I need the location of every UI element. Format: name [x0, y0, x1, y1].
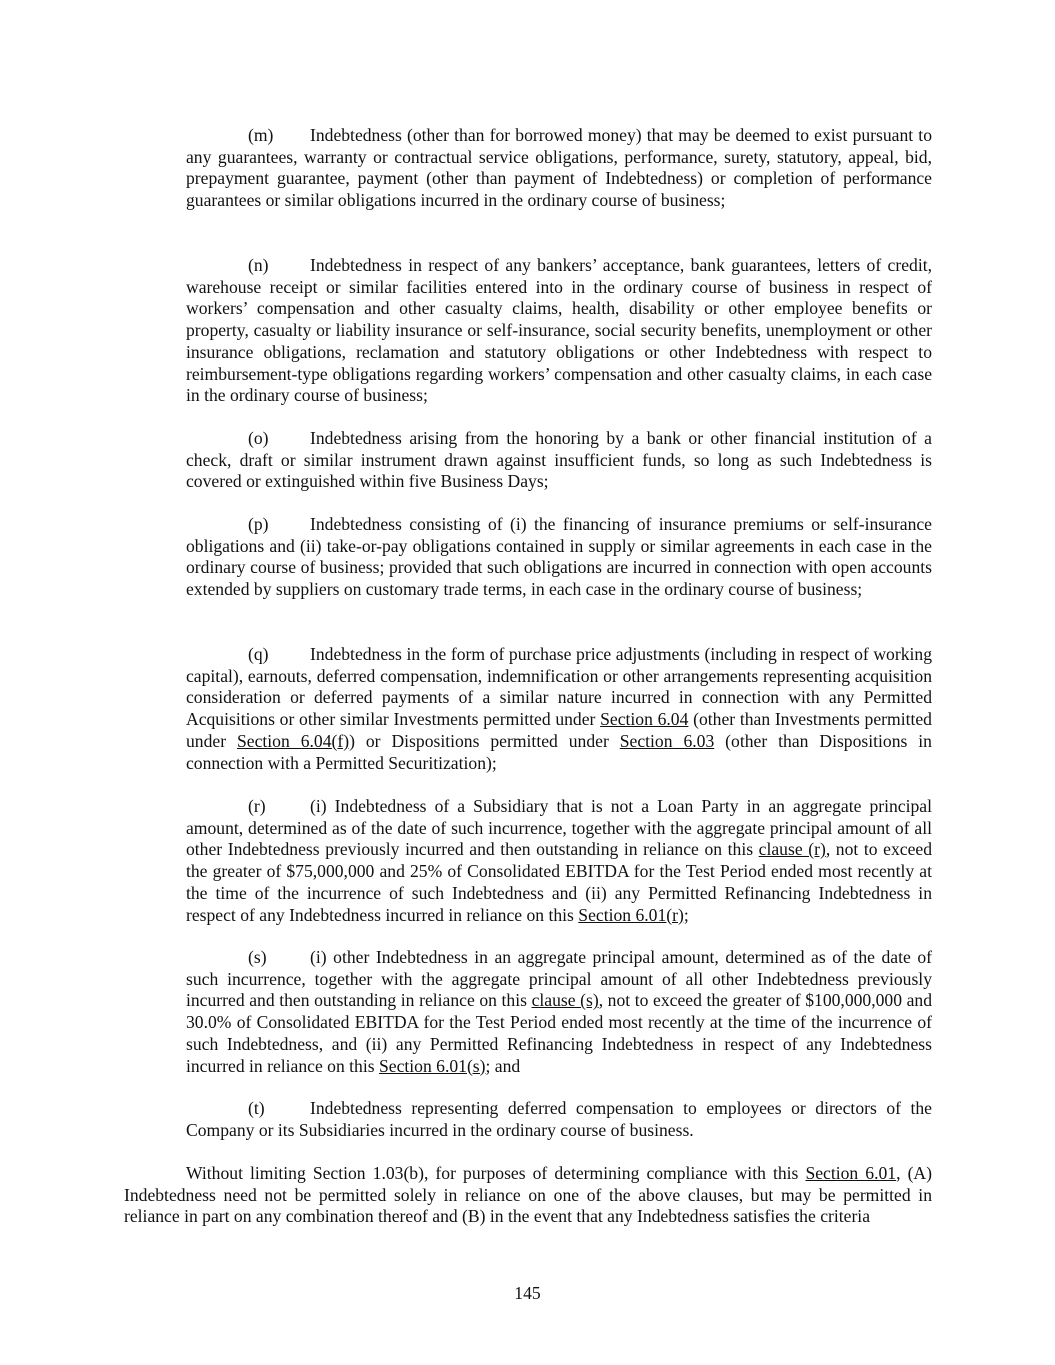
clause-text: Indebtedness consisting of (i) the financing of insurance premiums or self-insurance obligations and (ii) take-or-pay obligations contained in supply or similar agreements in each case in the ordinary course of business; provided that such obligations are incurred in connection with open accounts extended by suppliers on customary trade terms, in each case in the ordinary course of business;: [186, 514, 932, 600]
clause-reference-link[interactable]: clause (r): [758, 839, 826, 860]
clause-q: [186, 644, 932, 774]
clause-r: [186, 796, 932, 926]
section-reference-link[interactable]: Section 6.04: [600, 709, 689, 730]
clause-label: (q): [248, 644, 269, 664]
section-reference-link[interactable]: Section 6.01(s): [378, 1055, 486, 1076]
clause-t: [186, 1098, 932, 1141]
clause-label: (t): [248, 1098, 265, 1118]
clause-label: (o): [248, 428, 269, 448]
section-reference-link[interactable]: Section 6.01: [805, 1163, 897, 1183]
clause-label: (r): [248, 796, 266, 816]
paragraph-text: , (A) Indebtedness need not be permitted solely in reliance on one of the above clauses, but may be permitted in reliance in part on any combination thereof and (B) in the event that any Indebtedness satisfies the criteria: [124, 1163, 932, 1227]
clause-text: ) or Dispositions permitted under: [349, 730, 620, 751]
section-reference-link[interactable]: Section 6.04(f): [237, 730, 350, 751]
clause-text: ;: [683, 904, 689, 925]
clause-text: (other than Investments permitted under: [186, 709, 932, 751]
clause-text: (i) other Indebtedness in an aggregate principal amount, determined as of the date of such incurrence, together with the aggregate principal amount of all other Indebtedness previously incurred and then outstanding in reliance on this: [186, 947, 932, 1011]
clause-s: [186, 947, 932, 1077]
clause-text: Indebtedness arising from the honoring by a bank or other financial institution of a check, draft or similar instrument drawn against insufficient funds, so long as such Indebtedness is covered or extinguished within five Business Days;: [186, 428, 932, 492]
section-reference-link[interactable]: Section 6.03: [619, 730, 715, 751]
clause-label: (s): [248, 947, 267, 967]
clause-o: [186, 428, 932, 493]
clause-text: Indebtedness in the form of purchase price adjustments (including in respect of working capital), earnouts, deferred compensation, indemnification or other arrangements representing acquisition consideration or deferred payments of a similar nature incurred in connection with any Permitted Acquisitions or other similar Investments permitted under: [186, 644, 932, 730]
paragraph-text: Without limiting Section 1.03(b), for purposes of determining compliance with this: [186, 1163, 806, 1183]
clause-text: , not to exceed the greater of $100,000,000 and 30.0% of Consolidated EBITDA for the Test Period ended most recently at the time of the incurrence of such Indebtedness, and (ii) any Permitted Refinancing Indebtedness in respect of any Indebtedness incurred in reliance on this: [186, 990, 933, 1076]
clause-m: [186, 125, 932, 212]
clause-n: [186, 255, 932, 407]
clause-text: , not to exceed the greater of $75,000,000 and 25% of Consolidated EBITDA for the Test Period ended most recently at the time of the incurrence of such Indebtedness and (ii) any Permitted Refinancing Indebtedness in respect of any Indebtedness incurred in reliance on this: [186, 839, 933, 925]
clause-text: ; and: [485, 1055, 521, 1076]
clause-label: (m): [248, 125, 274, 145]
page-number: 145: [514, 1283, 541, 1303]
clause-label: (p): [248, 514, 269, 534]
clause-text: (other than Dispositions in connection with a Permitted Securitization);: [186, 730, 932, 773]
section-reference-link[interactable]: Section 6.01(r): [578, 904, 684, 925]
closing-paragraph: [124, 1163, 932, 1228]
clause-label: (n): [248, 255, 269, 275]
clause-p: [186, 514, 932, 601]
clause-text: Indebtedness representing deferred compensation to employees or directors of the Company or its Subsidiaries incurred in the ordinary course of business.: [186, 1098, 932, 1140]
clause-reference-link[interactable]: clause (s): [531, 990, 599, 1011]
clause-text: (i) Indebtedness of a Subsidiary that is not a Loan Party in an aggregate principal amount, determined as of the date of such incurrence, together with the aggregate principal amount of all other Indebtedness previously incurred and then outstanding in reliance on this: [186, 796, 932, 860]
clause-text: Indebtedness in respect of any bankers’ acceptance, bank guarantees, letters of credit, warehouse receipt or similar facilities entered into in the ordinary course of business in respect of workers’ compensation and other casualty claims, health, disability or other employee benefits or property, casualty or liability insurance or self-insurance, social security benefits, unemployment or other insurance obligations, reclamation and statutory obligations or other Indebtedness with respect to reimbursement-type obligations regarding workers’ compensation and other casualty claims, in each case in the ordinary course of business;: [186, 255, 932, 406]
clause-text: Indebtedness (other than for borrowed money) that may be deemed to exist pursuant to any guarantees, warranty or contractual service obligations, performance, surety, statutory, appeal, bid, prepayment guarantee, payment (other than payment of Indebtedness) or completion of performance guarantees or similar obligations incurred in the ordinary course of business;: [186, 125, 932, 211]
